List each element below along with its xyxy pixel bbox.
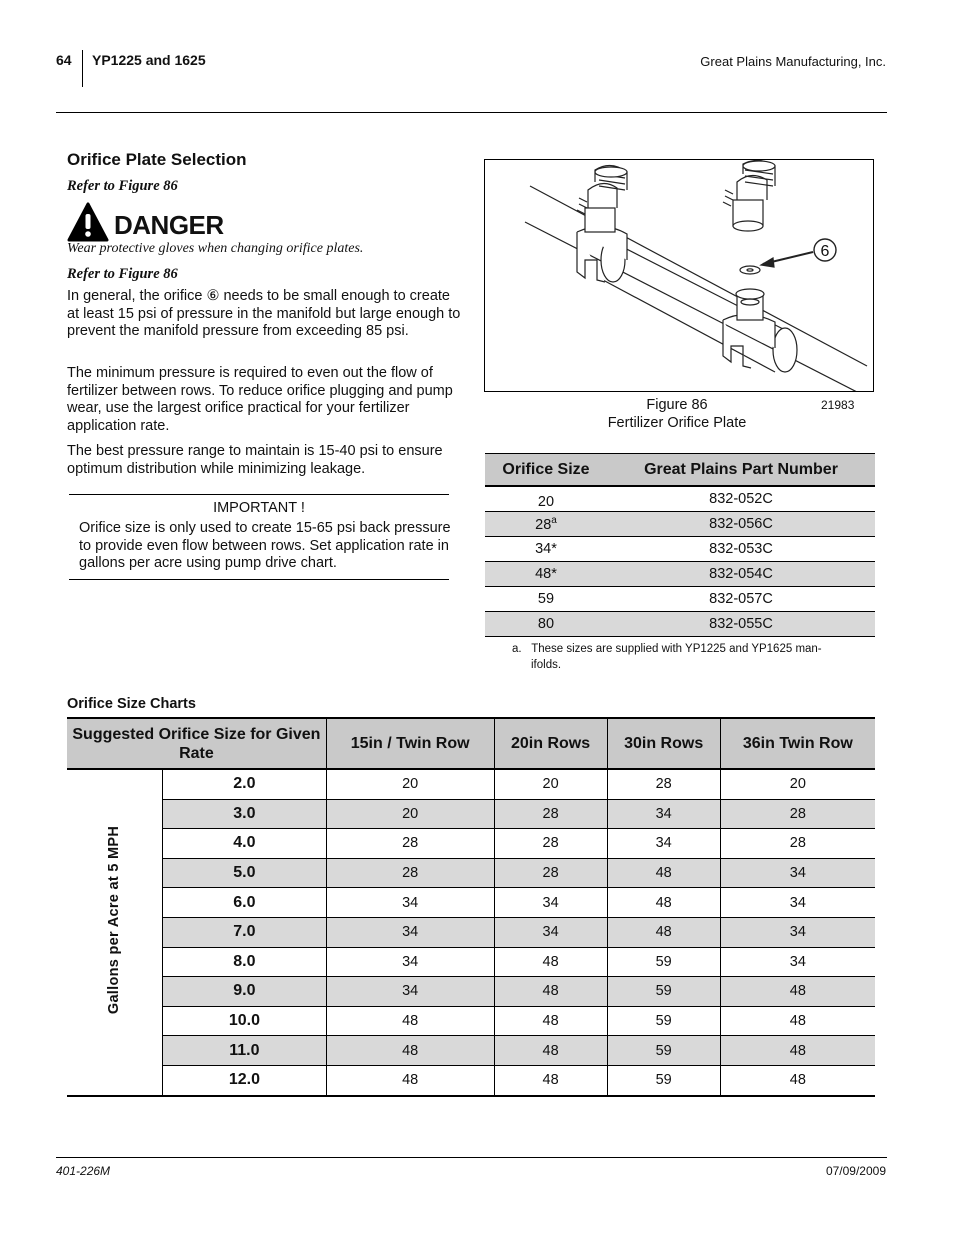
table-row [67, 769, 875, 799]
orifice-cell: 20 [494, 769, 607, 799]
orifice-cell: 28 [720, 799, 875, 829]
orifice-cell: 34 [326, 947, 494, 977]
table-row [485, 486, 875, 512]
footnote-continuation: ifolds. [531, 659, 562, 671]
page-number: 64 [56, 52, 72, 68]
footer-rule [56, 1157, 887, 1158]
orifice-cell: 20 [720, 769, 875, 799]
table-header-row [67, 718, 875, 769]
chart-heading: Orifice Size Charts [67, 696, 196, 712]
figure-reference: Refer to Figure 86 [67, 178, 178, 194]
orifice-cell: 48 [494, 1036, 607, 1066]
orifice-size-cell: 34* [485, 537, 607, 562]
row-group-label [67, 769, 163, 1096]
danger-block [67, 202, 109, 242]
column-header: 20in Rows [494, 718, 607, 769]
rate-axis-label: Gallons per Acre at 5 MPH [106, 825, 122, 1015]
orifice-cell: 34 [720, 888, 875, 918]
orifice-cell: 59 [607, 977, 720, 1007]
orifice-cell: 48 [607, 917, 720, 947]
paragraph: The minimum pressure is required to even out the flow of fertilizer between rows. To reduce orifice plugging and pump wear, use the largest orifice practical for your fertilizer application rate. [67, 365, 453, 434]
table-row [67, 1065, 875, 1095]
table-row [485, 537, 875, 562]
table-row [67, 917, 875, 947]
table-row [485, 587, 875, 612]
figure-caption-number: Figure 86 [646, 397, 708, 413]
danger-text: Wear protective gloves when changing orifice plates. [67, 241, 364, 256]
orifice-size-chart [67, 717, 875, 1097]
orifice-cell: 20 [326, 799, 494, 829]
orifice-cell: 48 [494, 1006, 607, 1036]
danger-label: DANGER [114, 210, 224, 240]
orifice-cell: 28 [326, 858, 494, 888]
table-header-row [485, 454, 875, 487]
column-header: Suggested Orifice Size for Given Rate [67, 718, 326, 769]
orifice-cell: 34 [720, 858, 875, 888]
orifice-size-cell: 20 [485, 486, 607, 512]
rate-cell: 9.0 [163, 977, 327, 1007]
column-header: 30in Rows [607, 718, 720, 769]
important-text: Orifice size is only used to create 15-65 psi back pressure to provide even flow between rows. Set application rate in gallons per acre using pump drive chart. [79, 520, 451, 571]
table-row [67, 829, 875, 859]
orifice-cell: 34 [326, 977, 494, 1007]
orifice-cell: 48 [494, 977, 607, 1007]
column-header: 36in Twin Row [720, 718, 875, 769]
orifice-cell: 34 [326, 917, 494, 947]
part-number-cell: 832-056C [607, 512, 875, 537]
orifice-cell: 48 [326, 1006, 494, 1036]
orifice-cell: 48 [607, 858, 720, 888]
orifice-cell: 48 [720, 1006, 875, 1036]
orifice-cell: 48 [720, 1065, 875, 1095]
document-title: YP1225 and 1625 [92, 52, 206, 68]
orifice-cell: 59 [607, 1065, 720, 1095]
table-row [67, 977, 875, 1007]
important-title: IMPORTANT ! [213, 500, 305, 516]
rate-cell: 7.0 [163, 917, 327, 947]
orifice-cell: 34 [607, 799, 720, 829]
publication-date: 07/09/2009 [825, 1164, 886, 1178]
rate-cell: 6.0 [163, 888, 327, 918]
rate-cell: 12.0 [163, 1065, 327, 1095]
figure-caption-title: Fertilizer Orifice Plate [607, 415, 747, 431]
orifice-cell: 48 [720, 1036, 875, 1066]
column-header: 15in / Twin Row [326, 718, 494, 769]
document-number: 401-226M [56, 1164, 111, 1178]
company-name: Great Plains Manufacturing, Inc. [700, 54, 886, 69]
orifice-cell: 34 [720, 947, 875, 977]
orifice-cell: 28 [494, 799, 607, 829]
header-divider [82, 50, 83, 87]
table-row [67, 858, 875, 888]
column-header: Orifice Size [485, 454, 607, 487]
figure-86 [484, 159, 874, 392]
table-row [67, 888, 875, 918]
orifice-part-table [485, 453, 875, 637]
rate-cell: 2.0 [163, 769, 327, 799]
header-rule [56, 112, 887, 113]
orifice-cell: 20 [326, 769, 494, 799]
column-header: Great Plains Part Number [607, 454, 875, 487]
table-row [485, 612, 875, 637]
orifice-cell: 59 [607, 947, 720, 977]
orifice-cell: 28 [720, 829, 875, 859]
orifice-cell: 28 [494, 829, 607, 859]
figure-reference: Refer to Figure 86 [67, 266, 178, 282]
table-row [67, 1036, 875, 1066]
orifice-cell: 34 [720, 917, 875, 947]
part-number-cell: 832-054C [607, 562, 875, 587]
rate-cell: 10.0 [163, 1006, 327, 1036]
orifice-size-cell: 48* [485, 562, 607, 587]
footnote-marker: a [551, 515, 557, 527]
orifice-cell: 34 [607, 829, 720, 859]
rate-cell: 4.0 [163, 829, 327, 859]
orifice-cell: 48 [326, 1065, 494, 1095]
orifice-plate-illustration [485, 160, 873, 391]
table-row [485, 562, 875, 587]
orifice-cell: 48 [326, 1036, 494, 1066]
orifice-cell: 48 [494, 1065, 607, 1095]
footnote: a. These sizes are supplied with YP1225 and YP1625 man- [512, 643, 822, 655]
orifice-cell: 34 [326, 888, 494, 918]
table-row [67, 947, 875, 977]
paragraph: The best pressure range to maintain is 15-40 psi to ensure optimum distribution while minimizing leakage. [67, 443, 443, 477]
orifice-cell: 59 [607, 1036, 720, 1066]
part-number-cell: 832-052C [607, 486, 875, 512]
rate-cell: 8.0 [163, 947, 327, 977]
callout-number: 6 [820, 243, 830, 260]
table-row [67, 1006, 875, 1036]
orifice-cell: 28 [326, 829, 494, 859]
rate-cell: 3.0 [163, 799, 327, 829]
orifice-size-cell: 28$^a$ [485, 512, 607, 537]
part-number-cell: 832-055C [607, 612, 875, 637]
orifice-cell: 34 [494, 917, 607, 947]
rate-cell: 5.0 [163, 858, 327, 888]
orifice-cell: 48 [607, 888, 720, 918]
part-number-cell: 832-053C [607, 537, 875, 562]
important-notice [69, 494, 449, 580]
table-row [485, 512, 875, 537]
orifice-cell: 48 [494, 947, 607, 977]
figure-id: 21983 [821, 398, 855, 412]
orifice-size-cell: 80 [485, 612, 607, 637]
orifice-cell: 34 [494, 888, 607, 918]
orifice-cell: 28 [494, 858, 607, 888]
paragraph: In general, the orifice ⑥ needs to be small enough to create at least 15 psi of pressure in the manifold but large enough to prevent the manifold pressure from exceeding 85 psi. [67, 288, 461, 339]
orifice-cell: 48 [720, 977, 875, 1007]
orifice-cell: 28 [607, 769, 720, 799]
orifice-cell: 59 [607, 1006, 720, 1036]
warning-triangle-icon [67, 202, 109, 242]
rate-cell: 11.0 [163, 1036, 327, 1066]
section-heading: Orifice Plate Selection [67, 150, 247, 169]
table-row [67, 799, 875, 829]
orifice-size-cell: 59 [485, 587, 607, 612]
part-number-cell: 832-057C [607, 587, 875, 612]
